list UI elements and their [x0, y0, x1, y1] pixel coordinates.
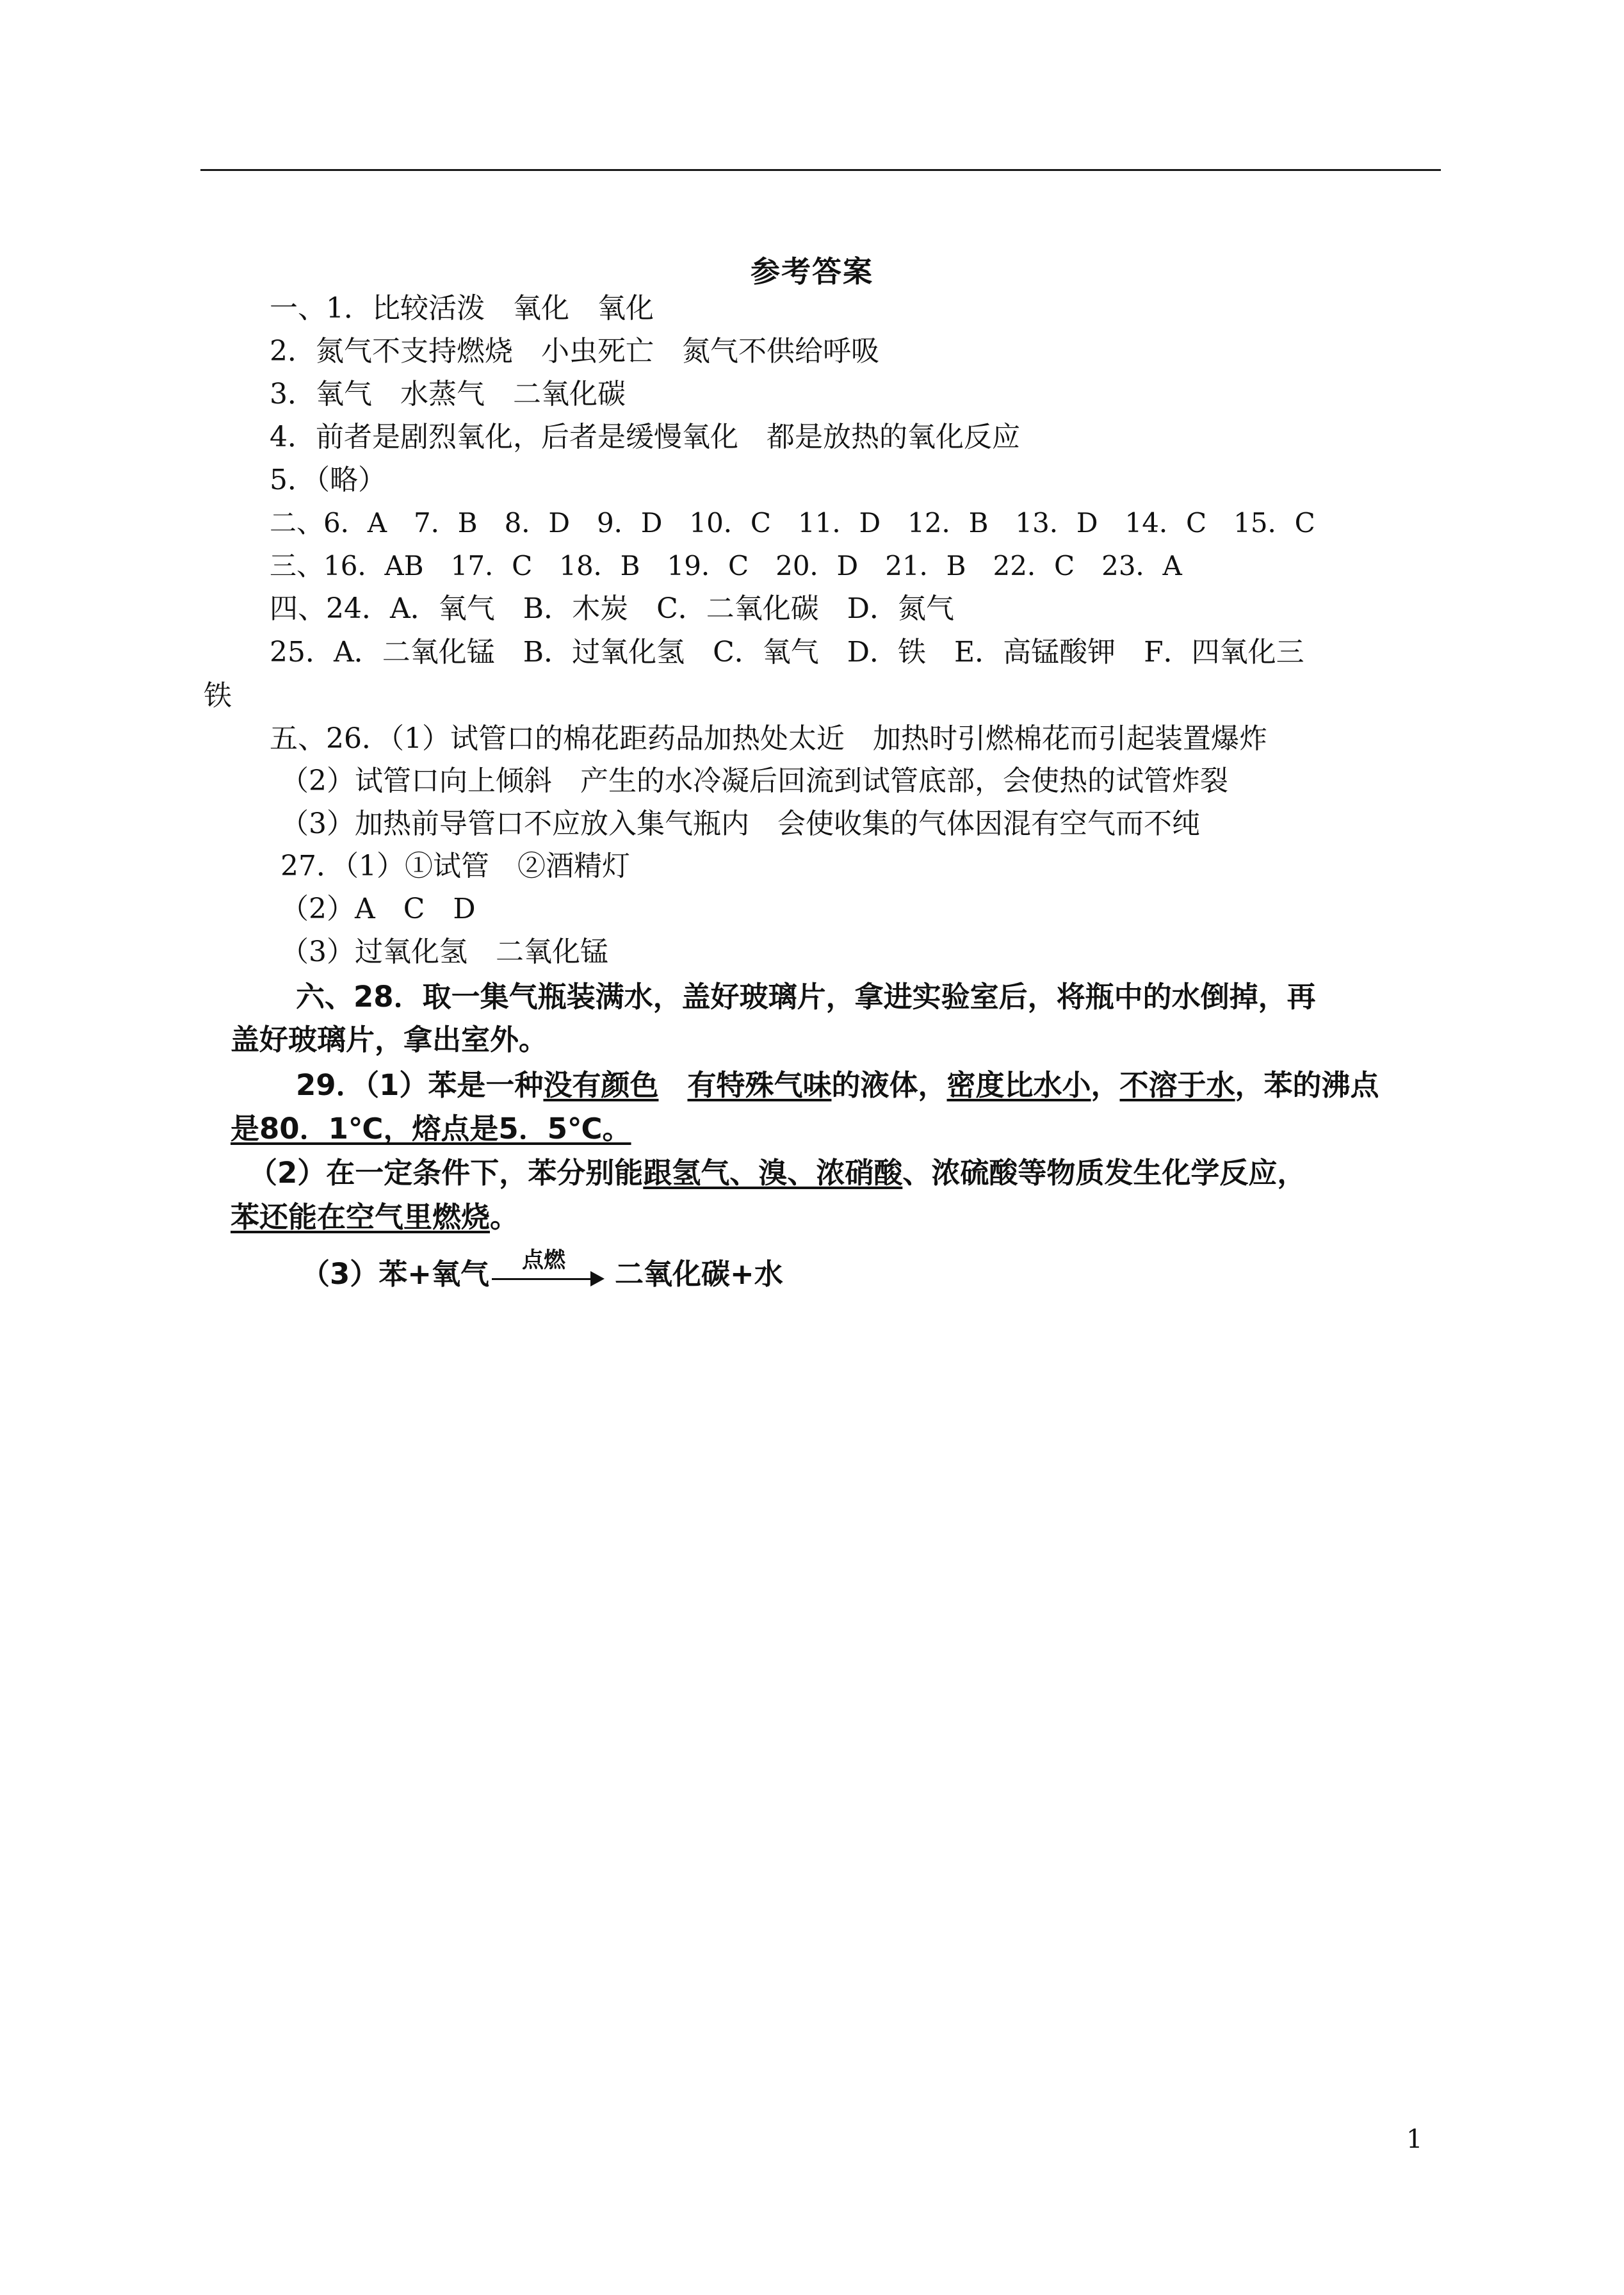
answer-line-10: 铁 — [204, 679, 232, 712]
q29-part1-line-1 — [296, 1066, 1379, 1105]
q29-answer-odor: 有特殊气味 — [687, 1068, 832, 1102]
q28-line-1: 六、28．取一集气瓶装满水，盖好玻璃片，拿进实验室后，将瓶中的水倒掉，再 — [296, 980, 1316, 1014]
answer-line-11: 五、26．（1）试管口的棉花距药品加热处太近 加热时引燃棉花而引起装置爆炸 — [270, 722, 1267, 755]
q29-part2-line-2 — [231, 1198, 519, 1237]
q29-answer-burns: 苯还能在空气里燃烧 — [231, 1200, 491, 1234]
answer-line-7: 三、16．AB 17．C 18．B 19．C 20．D 21．B 22．C 23．A — [270, 550, 1182, 581]
q29-text: （2）在一定条件下，苯分别能 — [248, 1156, 644, 1190]
equation-products: 二氧化碳+水 — [615, 1257, 783, 1291]
answer-line-6: 二、6．A 7．B 8．D 9．D 10．C 11．D 12．B 13．D 14．C 15．C — [270, 507, 1315, 539]
q29-text: 、浓硫酸等物质发生化学反应， — [902, 1156, 1306, 1190]
answer-line-14: 27．（1）①试管 ②酒精灯 — [280, 850, 630, 882]
arrow-head-icon — [590, 1271, 605, 1286]
q29-answer-reactants: 跟氢气、溴、浓硝酸 — [643, 1156, 903, 1190]
answer-line-12: （2）试管口向上倾斜 产生的水冷凝后回流到试管底部，会使热的试管炸裂 — [280, 765, 1228, 797]
header-rule — [200, 169, 1441, 171]
answer-title: 参考答案 — [751, 254, 873, 289]
q29-text: ，苯的沸点 — [1235, 1068, 1379, 1102]
q29-part2-line-1 — [248, 1154, 1306, 1192]
q29-text: ， — [1091, 1068, 1120, 1102]
answer-line-8: 四、24．A．氧气 B．木炭 C．二氧化碳 D．氮气 — [270, 592, 955, 625]
q29-text: 29．（1）苯是一种 — [296, 1068, 544, 1102]
answer-line-4: 4．前者是剧烈氧化，后者是缓慢氧化 都是放热的氧化反应 — [270, 421, 1020, 453]
q29-text: 。 — [490, 1200, 519, 1234]
q29-text: 的液体， — [831, 1068, 947, 1102]
q29-answer-boiling-melting: 是80．1℃，熔点是5．5℃。 — [231, 1112, 631, 1146]
q28-line-2: 盖好玻璃片，拿出室外。 — [231, 1023, 548, 1057]
answer-line-16: （3）过氧化氢 二氧化锰 — [280, 936, 608, 968]
q29-answer-density: 密度比水小 — [946, 1068, 1091, 1102]
answer-line-3: 3．氧气 水蒸气 二氧化碳 — [270, 378, 626, 410]
reaction-arrow — [489, 1247, 615, 1293]
answer-line-13: （3）加热前导管口不应放入集气瓶内 会使收集的气体因混有空气而不纯 — [280, 807, 1200, 840]
q29-answer-colorless: 没有颜色 — [543, 1068, 659, 1102]
answer-line-15: （2）A C D — [280, 893, 476, 925]
equation-reactants: （3）苯+氧气 — [301, 1257, 490, 1291]
answer-line-2: 2．氮气不支持燃烧 小虫死亡 氮气不供给呼吸 — [270, 335, 879, 368]
q29-part1-line-2 — [231, 1110, 631, 1148]
page-number: 1 — [1406, 2125, 1423, 2154]
answer-line-5: 5．（略） — [270, 464, 386, 496]
q29-answer-insoluble: 不溶于水 — [1119, 1068, 1235, 1102]
answer-line-1: 一、1．比较活泼 氧化 氧化 — [270, 292, 654, 325]
reaction-condition: 点燃 — [522, 1247, 566, 1273]
arrow-shaft — [492, 1278, 594, 1280]
q29-part3-equation — [301, 1247, 783, 1293]
answer-line-9: 25．A．二氧化锰 B．过氧化氢 C．氧气 D．铁 E．高锰酸钾 F．四氧化三 — [270, 636, 1304, 669]
